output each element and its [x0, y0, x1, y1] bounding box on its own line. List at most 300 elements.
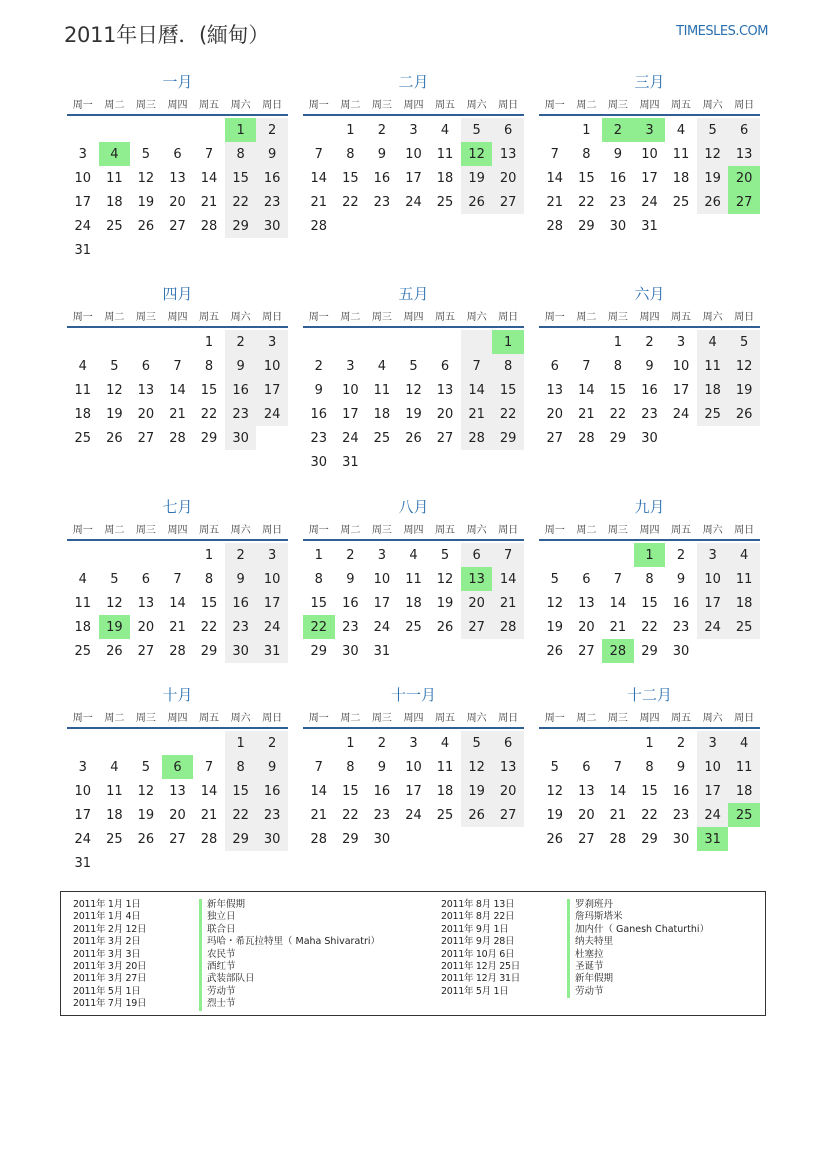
weekday-label: 周二	[104, 99, 125, 111]
empty-cell	[429, 214, 461, 238]
weekday-label: 周一	[308, 712, 329, 724]
day-cell: 28	[310, 218, 328, 234]
day-cell: 4	[676, 122, 686, 138]
day-cell: 22	[641, 619, 658, 635]
day-cell: 8	[204, 571, 214, 587]
holiday-row	[441, 986, 709, 998]
empty-cell	[429, 450, 461, 474]
day-cell: 2	[225, 330, 257, 354]
empty-cell	[539, 543, 571, 567]
empty-cell	[335, 330, 367, 354]
weekday-label: 周六	[702, 311, 723, 323]
day-cell: 2	[314, 358, 323, 374]
day-cell: 2	[377, 735, 387, 751]
day-cell: 6	[141, 358, 151, 374]
empty-cell	[398, 330, 430, 354]
day-cell: 18	[373, 406, 391, 422]
day-cell: 9	[676, 571, 686, 587]
day-cell: 19	[546, 807, 564, 823]
weekday-label: 周五	[671, 524, 692, 536]
day-cell: 26	[461, 190, 493, 214]
weekday-label: 周一	[544, 311, 565, 323]
day-cell: 5	[728, 330, 760, 354]
weekday-label: 周日	[262, 311, 283, 323]
day-cell: 7	[314, 146, 323, 162]
day-cell: 19	[461, 166, 493, 190]
weekday-label: 周五	[671, 99, 692, 111]
day-cell: 1	[314, 547, 323, 563]
day-cell: 16	[225, 591, 257, 615]
holiday-date: 2011年 12月 25日	[441, 960, 520, 972]
day-cell: 9	[225, 354, 257, 378]
weekday-label: 周三	[607, 311, 628, 323]
day-cell: 18	[74, 619, 92, 635]
day-cell: 10	[697, 567, 729, 591]
empty-cell	[539, 330, 571, 354]
weekday-label: 周三	[135, 712, 156, 724]
day-cell: 3	[697, 543, 729, 567]
day-cell: 13	[461, 567, 493, 591]
day-cell: 6	[162, 755, 194, 779]
day-cell: 12	[546, 595, 564, 611]
day-cell: 4	[697, 330, 729, 354]
day-cell: 26	[405, 430, 422, 446]
empty-cell	[665, 214, 697, 238]
day-cell: 27	[546, 430, 564, 446]
weekday-label: 周一	[72, 311, 93, 323]
day-cell: 5	[697, 118, 729, 142]
day-cell: 23	[373, 194, 391, 210]
weekday-label: 周日	[498, 524, 519, 536]
day-cell: 1	[225, 731, 257, 755]
day-grid	[303, 541, 524, 663]
empty-cell	[571, 731, 603, 755]
holiday-row	[73, 998, 380, 1010]
weekday-label: 周五	[199, 99, 220, 111]
empty-cell	[225, 851, 257, 875]
day-cell: 26	[436, 619, 454, 635]
day-cell: 20	[546, 406, 564, 422]
weekday-label: 周二	[576, 99, 597, 111]
empty-cell	[162, 118, 194, 142]
day-cell: 21	[492, 591, 524, 615]
day-cell: 15	[310, 595, 328, 611]
weekday-label: 周六	[230, 712, 251, 724]
day-cell: 13	[169, 170, 186, 186]
day-cell: 20	[728, 166, 760, 190]
day-cell: 27	[578, 643, 595, 659]
weekday-header	[303, 705, 524, 729]
weekday-label: 周四	[167, 99, 188, 111]
day-cell: 13	[492, 755, 524, 779]
day-cell: 6	[461, 543, 493, 567]
day-cell: 7	[461, 354, 493, 378]
empty-cell	[398, 214, 430, 238]
day-cell: 6	[728, 118, 760, 142]
weekday-label: 周五	[199, 524, 220, 536]
holiday-date: 2011年 5月 1日	[441, 985, 509, 997]
day-cell: 15	[225, 166, 257, 190]
day-cell: 25	[728, 803, 760, 827]
day-cell: 1	[204, 547, 214, 563]
weekday-label: 周日	[262, 524, 283, 536]
day-cell: 6	[173, 146, 182, 162]
weekday-label: 周四	[403, 311, 424, 323]
empty-cell	[429, 827, 461, 851]
day-cell: 21	[200, 194, 218, 210]
day-cell: 21	[546, 194, 564, 210]
day-cell: 27	[492, 803, 524, 827]
day-cell: 29	[578, 218, 595, 234]
holiday-name: 农民节	[199, 949, 236, 961]
day-cell: 12	[461, 142, 493, 166]
month-name: 十月	[162, 686, 193, 704]
month-name: 十一月	[390, 686, 436, 704]
day-cell: 7	[613, 759, 623, 775]
day-cell: 23	[373, 807, 391, 823]
day-cell: 9	[346, 571, 355, 587]
day-cell: 28	[578, 430, 595, 446]
day-cell: 4	[78, 571, 87, 587]
day-cell: 26	[106, 643, 123, 659]
day-cell: 29	[609, 430, 627, 446]
day-cell: 19	[106, 406, 123, 422]
empty-cell	[162, 543, 194, 567]
weekday-header	[539, 92, 760, 116]
day-cell: 23	[225, 615, 257, 639]
day-cell: 16	[609, 170, 627, 186]
day-cell: 23	[672, 619, 690, 635]
day-cell: 17	[256, 378, 288, 402]
day-cell: 15	[200, 382, 218, 398]
day-cell: 13	[728, 142, 760, 166]
day-cell: 15	[492, 378, 524, 402]
empty-cell	[130, 731, 162, 755]
holiday-name: 罗刹班丹	[567, 899, 613, 911]
weekday-label: 周六	[466, 311, 487, 323]
day-cell: 10	[697, 755, 729, 779]
day-cell: 7	[582, 358, 591, 374]
day-cell: 3	[256, 543, 288, 567]
day-cell: 26	[546, 831, 564, 847]
holiday-list-right	[441, 899, 709, 998]
weekday-label: 周日	[262, 712, 283, 724]
day-cell: 21	[609, 619, 627, 635]
empty-cell	[461, 214, 493, 238]
day-cell: 19	[546, 619, 564, 635]
day-cell: 20	[578, 807, 595, 823]
day-cell: 22	[200, 619, 218, 635]
day-grid	[67, 328, 288, 450]
day-cell: 6	[492, 118, 524, 142]
weekday-label: 周六	[230, 524, 251, 536]
day-cell: 22	[609, 406, 627, 422]
day-cell: 19	[436, 595, 454, 611]
month-name: 五月	[398, 285, 429, 303]
weekday-label: 周四	[403, 712, 424, 724]
day-cell: 3	[256, 330, 288, 354]
month-name: 九月	[634, 498, 665, 516]
day-cell: 1	[204, 334, 214, 350]
day-grid	[67, 729, 288, 875]
weekday-label: 周二	[104, 524, 125, 536]
month-name: 二月	[398, 73, 429, 91]
day-cell: 28	[200, 218, 218, 234]
day-cell: 16	[672, 595, 690, 611]
empty-cell	[728, 827, 760, 851]
day-cell: 22	[225, 190, 257, 214]
weekday-label: 周五	[199, 311, 220, 323]
day-cell: 17	[405, 783, 422, 799]
holiday-name: 新年假期	[199, 899, 245, 911]
day-cell: 30	[672, 831, 690, 847]
day-cell: 26	[137, 218, 155, 234]
day-cell: 11	[405, 571, 422, 587]
empty-cell	[303, 118, 335, 142]
empty-cell	[461, 639, 493, 663]
weekday-label: 周四	[403, 99, 424, 111]
day-cell: 8	[346, 146, 355, 162]
day-cell: 1	[346, 122, 355, 138]
day-cell: 26	[106, 430, 123, 446]
weekday-label: 周六	[702, 712, 723, 724]
empty-cell	[697, 639, 729, 663]
day-cell: 18	[697, 378, 729, 402]
day-cell: 21	[461, 402, 493, 426]
day-cell: 29	[225, 214, 257, 238]
day-cell: 21	[169, 619, 186, 635]
day-cell: 10	[672, 358, 690, 374]
empty-cell	[130, 543, 162, 567]
day-cell: 19	[405, 406, 422, 422]
holiday-name: 加内什（ Ganesh Chaturthi）	[567, 924, 709, 936]
day-cell: 19	[728, 378, 760, 402]
day-cell: 19	[697, 166, 729, 190]
day-grid	[303, 116, 524, 238]
weekday-header	[539, 705, 760, 729]
day-cell: 31	[74, 855, 92, 871]
day-cell: 9	[225, 567, 257, 591]
weekday-label: 周日	[734, 99, 755, 111]
day-cell: 9	[377, 146, 387, 162]
empty-cell	[335, 214, 367, 238]
day-cell: 24	[641, 194, 658, 210]
day-cell: 2	[256, 118, 288, 142]
day-cell: 17	[74, 807, 92, 823]
day-cell: 25	[74, 430, 92, 446]
day-cell: 30	[256, 214, 288, 238]
weekday-label: 周六	[702, 99, 723, 111]
day-cell: 9	[314, 382, 323, 398]
holiday-row	[73, 936, 380, 948]
day-cell: 12	[461, 755, 493, 779]
weekday-label: 周四	[639, 311, 660, 323]
day-cell: 24	[405, 807, 422, 823]
weekday-label: 周日	[734, 712, 755, 724]
weekday-label: 周三	[607, 712, 628, 724]
day-cell: 10	[405, 146, 422, 162]
day-cell: 24	[342, 430, 359, 446]
weekday-label: 周五	[435, 712, 456, 724]
day-cell: 13	[137, 595, 155, 611]
day-cell: 4	[440, 122, 450, 138]
month-block	[539, 284, 760, 450]
holiday-date: 2011年 3月 27日	[73, 973, 147, 985]
day-cell: 29	[310, 643, 328, 659]
weekday-header	[67, 92, 288, 116]
day-cell: 15	[200, 595, 218, 611]
day-cell: 12	[106, 382, 123, 398]
day-cell: 5	[141, 146, 151, 162]
day-grid	[539, 541, 760, 663]
day-cell: 29	[200, 430, 218, 446]
day-cell: 23	[225, 402, 257, 426]
day-cell: 10	[405, 759, 422, 775]
month-name: 七月	[162, 498, 193, 516]
empty-cell	[571, 543, 603, 567]
day-cell: 5	[550, 759, 559, 775]
day-cell: 9	[645, 358, 654, 374]
day-cell: 14	[200, 170, 218, 186]
day-cell: 22	[492, 402, 524, 426]
weekday-label: 周一	[72, 712, 93, 724]
day-cell: 18	[728, 591, 760, 615]
day-cell: 28	[602, 639, 634, 663]
empty-cell	[728, 639, 760, 663]
day-cell: 5	[461, 118, 493, 142]
month-name: 十二月	[626, 686, 672, 704]
month-name: 三月	[634, 73, 665, 91]
day-cell: 26	[728, 402, 760, 426]
day-cell: 14	[169, 382, 186, 398]
day-cell: 1	[582, 122, 591, 138]
day-cell: 31	[373, 643, 391, 659]
day-cell: 25	[74, 643, 92, 659]
day-cell: 3	[346, 358, 355, 374]
empty-cell	[539, 118, 571, 142]
day-cell: 24	[672, 406, 690, 422]
month-block	[539, 685, 760, 851]
day-cell: 13	[578, 783, 595, 799]
day-cell: 6	[440, 358, 450, 374]
day-cell: 5	[409, 358, 418, 374]
day-cell: 6	[550, 358, 559, 374]
day-cell: 24	[405, 194, 422, 210]
empty-cell	[492, 450, 524, 474]
day-cell: 31	[641, 218, 658, 234]
holiday-name: 烈士节	[199, 998, 236, 1010]
empty-cell	[728, 426, 760, 450]
empty-cell	[256, 238, 288, 262]
day-cell: 18	[436, 170, 454, 186]
holiday-row	[73, 899, 380, 911]
holiday-name: 玛哈・希瓦拉特里（ Maha Shivaratri）	[199, 936, 380, 948]
day-cell: 27	[137, 430, 155, 446]
weekday-label: 周日	[734, 311, 755, 323]
holiday-name: 酒红节	[199, 961, 236, 973]
day-cell: 30	[256, 827, 288, 851]
month-block	[67, 72, 288, 262]
empty-cell	[193, 118, 225, 142]
month-block	[303, 685, 524, 851]
day-cell: 14	[310, 170, 328, 186]
day-cell: 3	[409, 735, 418, 751]
day-cell: 17	[697, 591, 729, 615]
day-cell: 31	[342, 454, 359, 470]
empty-cell	[492, 827, 524, 851]
day-cell: 7	[173, 358, 182, 374]
weekday-label: 周六	[466, 99, 487, 111]
weekday-header	[303, 92, 524, 116]
day-cell: 27	[436, 430, 454, 446]
day-cell: 8	[314, 571, 323, 587]
weekday-label: 周二	[340, 99, 361, 111]
site-link[interactable]: TIMESLES.COM	[676, 24, 768, 39]
empty-cell	[99, 238, 131, 262]
empty-cell	[162, 851, 194, 875]
day-cell: 13	[492, 142, 524, 166]
day-cell: 25	[106, 831, 123, 847]
day-cell: 29	[225, 827, 257, 851]
weekday-label: 周二	[576, 311, 597, 323]
weekday-label: 周五	[435, 524, 456, 536]
day-cell: 1	[492, 330, 524, 354]
day-cell: 7	[173, 571, 182, 587]
day-cell: 28	[546, 218, 564, 234]
day-cell: 16	[256, 166, 288, 190]
weekday-header	[67, 705, 288, 729]
empty-cell	[67, 543, 99, 567]
weekday-label: 周一	[72, 99, 93, 111]
day-cell: 25	[436, 807, 454, 823]
weekday-label: 周日	[498, 311, 519, 323]
day-cell: 17	[373, 595, 391, 611]
day-cell: 27	[578, 831, 595, 847]
day-cell: 1	[225, 118, 257, 142]
day-cell: 8	[225, 142, 257, 166]
day-cell: 12	[106, 595, 123, 611]
weekday-label: 周二	[340, 524, 361, 536]
empty-cell	[398, 639, 430, 663]
empty-cell	[461, 827, 493, 851]
day-cell: 21	[578, 406, 595, 422]
day-cell: 2	[676, 735, 686, 751]
day-cell: 20	[492, 779, 524, 803]
weekday-header	[67, 304, 288, 328]
day-cell: 23	[609, 194, 627, 210]
day-cell: 16	[310, 406, 328, 422]
day-cell: 15	[578, 170, 595, 186]
weekday-label: 周五	[435, 99, 456, 111]
day-cell: 15	[641, 595, 658, 611]
weekday-label: 周六	[230, 99, 251, 111]
day-cell: 8	[204, 358, 214, 374]
weekday-label: 周三	[135, 524, 156, 536]
empty-cell	[697, 214, 729, 238]
day-cell: 17	[342, 406, 359, 422]
day-cell: 6	[582, 571, 591, 587]
empty-cell	[162, 238, 194, 262]
day-cell: 24	[256, 402, 288, 426]
weekday-label: 周四	[403, 524, 424, 536]
holiday-date: 2011年 3月 2日	[73, 936, 141, 948]
weekday-label: 周三	[371, 311, 392, 323]
empty-cell	[256, 851, 288, 875]
empty-cell	[193, 238, 225, 262]
empty-cell	[303, 731, 335, 755]
day-cell: 4	[78, 358, 87, 374]
day-cell: 6	[141, 571, 151, 587]
